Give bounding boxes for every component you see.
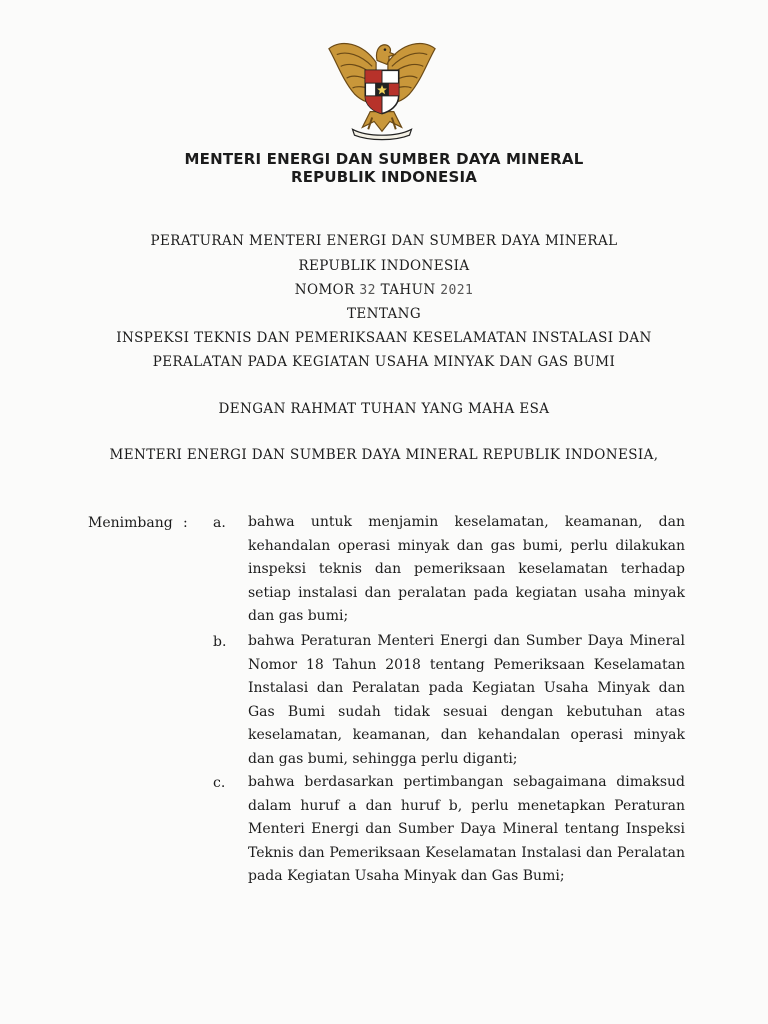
item-a-letter: a. xyxy=(213,515,226,531)
minister-line: MENTERI ENERGI DAN SUMBER DAYA MINERAL REPUBLIK INDONESIA, xyxy=(109,447,659,463)
nomor-value: 32 xyxy=(359,283,376,298)
item-b-text: bahwa Peraturan Menteri Energi dan Sumber Daya Mineral Nomor 18 Tahun 2018 tentang Pemeriksaan Keselamatan Instalasi dan Peralatan pada Kegiatan Usaha Minyak dan Gas Bumi sudah tidak sesuai dengan kebutuhan atas keselamatan, keamanan, dan kehandalan operasi minyak dan gas bumi, sehingga perlu diganti; xyxy=(248,633,685,767)
regulation-country: REPUBLIK INDONESIA xyxy=(298,258,470,274)
regulation-subject-1: INSPEKSI TEKNIS DAN PEMERIKSAAN KESELAMATAN INSTALASI DAN xyxy=(116,330,652,346)
shield xyxy=(365,70,398,113)
menimbang-label: Menimbang xyxy=(88,515,173,531)
item-a-text: bahwa untuk menjamin keselamatan, keamanan, dan kehandalan operasi minyak dan gas bumi, perlu dilakukan inspeksi teknis dan pemeriksaan keselamatan terhadap setiap instalasi dan peralatan pada kegiatan usaha minyak dan gas bumi; xyxy=(248,514,685,625)
regulation-number xyxy=(0,282,768,298)
tahun-label: TAHUN xyxy=(380,282,436,298)
nomor-label: NOMOR xyxy=(294,282,355,298)
tahun-value: 2021 xyxy=(440,283,474,298)
item-b-letter: b. xyxy=(213,634,227,650)
regulation-subject-2: PERALATAN PADA KEGIATAN USAHA MINYAK DAN GAS BUMI xyxy=(152,354,616,370)
issuer-line-1: MENTERI ENERGI DAN SUMBER DAYA MINERAL xyxy=(184,150,584,168)
garuda-emblem-icon xyxy=(323,32,441,144)
issuer-line-2: REPUBLIK INDONESIA xyxy=(290,168,478,186)
item-c-text: bahwa berdasarkan pertimbangan sebagaimana dimaksud dalam huruf a dan huruf b, perlu menetapkan Peraturan Menteri Energi dan Sumber Daya Mineral tentang Inspeksi Teknis dan Pemeriksaan Keselamatan Instalasi dan Peralatan pada Kegiatan Usaha Minyak dan Gas Bumi; xyxy=(248,774,685,885)
menimbang-colon: : xyxy=(183,515,188,531)
tentang-heading: TENTANG xyxy=(346,306,422,322)
blessing-line: DENGAN RAHMAT TUHAN YANG MAHA ESA xyxy=(218,401,550,417)
item-c-letter: c. xyxy=(213,775,226,791)
regulation-title: PERATURAN MENTERI ENERGI DAN SUMBER DAYA MINERAL xyxy=(150,233,618,249)
